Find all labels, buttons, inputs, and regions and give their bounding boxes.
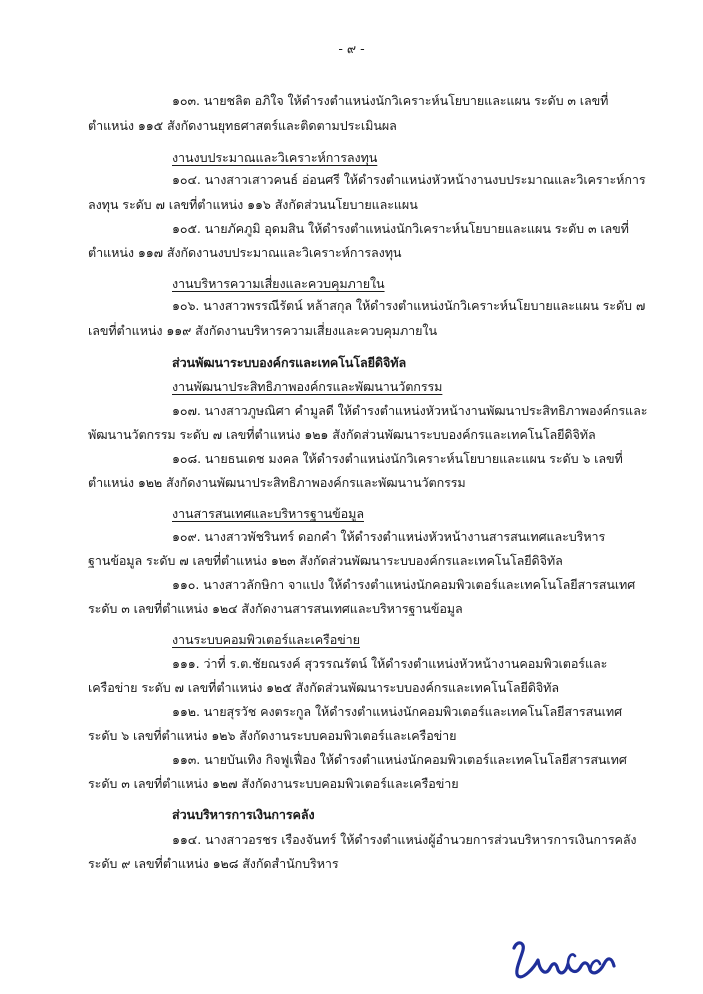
section-digital-development: ส่วนพัฒนาระบบองค์กรและเทคโนโลยีดิจิทัล [172,355,407,370]
item-105-line-1: ๑๐๕. นายภัคภูมิ อุดมสิน ให้ดำรงตำแหน่งนักวิเคราะห์นโยบายและแผน ระดับ ๓ เลขที่ [172,221,629,236]
heading-computer-network: งานระบบคอมพิวเตอร์และเครือข่าย [172,632,360,647]
item-111-line-1: ๑๑๑. ว่าที่ ร.ต.ชัยณรงค์ สุวรรณรัตน์ ให้ดำรงตำแหน่งหัวหน้างานคอมพิวเตอร์และ [172,656,608,671]
item-112-line-1: ๑๑๒. นายสุรวัช คงตระกูล ให้ดำรงตำแหน่งนักคอมพิวเตอร์และเทคโนโลยีสารสนเทศ [172,704,622,719]
item-106-line-2: เลขที่ตำแหน่ง ๑๑๙ สังกัดงานบริหารความเสี่ยงและควบคุมภายใน [88,323,437,338]
item-110-line-2: ระดับ ๓ เลขที่ตำแหน่ง ๑๒๔ สังกัดงานสารสนเทศและบริหารฐานข้อมูล [88,601,463,616]
item-106-line-1: ๑๐๖. นางสาวพรรณีรัตน์ หล้าสกุล ให้ดำรงตำแหน่งนักวิเคราะห์นโยบายและแผน ระดับ ๗ [172,298,646,313]
item-113-line-2: ระดับ ๓ เลขที่ตำแหน่ง ๑๒๗ สังกัดงานระบบคอมพิวเตอร์และเครือข่าย [88,776,459,791]
section-finance: ส่วนบริหารการเงินการคลัง [172,807,315,822]
heading-budget-investment: งานงบประมาณและวิเคราะห์การลงทุน [172,150,378,165]
item-109-line-2: ฐานข้อมูล ระดับ ๗ เลขที่ตำแหน่ง ๑๒๓ สังกัดส่วนพัฒนาระบบองค์กรและเทคโนโลยีดิจิทัล [88,553,563,568]
item-104-line-2: ลงทุน ระดับ ๗ เลขที่ตำแหน่ง ๑๑๖ สังกัดส่วนนโยบายและแผน [88,197,418,212]
item-107-line-2: พัฒนานวัตกรรม ระดับ ๗ เลขที่ตำแหน่ง ๑๒๑ สังกัดส่วนพัฒนาระบบองค์กรและเทคโนโลยีดิจิทัล [88,427,596,442]
heading-risk-control: งานบริหารความเสี่ยงและควบคุมภายใน [172,276,385,291]
item-103-line-1: ๑๐๓. นายชลิต อภิใจ ให้ดำรงตำแหน่งนักวิเคราะห์นโยบายและแผน ระดับ ๓ เลขที่ [172,93,609,108]
item-114-line-1: ๑๑๔. นางสาวอรชร เรืองจันทร์ ให้ดำรงตำแหน่งผู้อำนวยการส่วนบริหารการเงินการคลัง [172,832,637,847]
item-111-line-2: เครือข่าย ระดับ ๗ เลขที่ตำแหน่ง ๑๒๕ สังกัดส่วนพัฒนาระบบองค์กรและเทคโนโลยีดิจิทัล [88,680,559,695]
item-110-line-1: ๑๑๐. นางสาวลักษิกา จาแปง ให้ดำรงตำแหน่งนักคอมพิวเตอร์และเทคโนโลยีสารสนเทศ [172,577,636,592]
item-108-line-2: ตำแหน่ง ๑๒๒ สังกัดงานพัฒนาประสิทธิภาพองค์กรและพัฒนานวัตกรรม [88,475,466,490]
heading-efficiency-innovation: งานพัฒนาประสิทธิภาพองค์กรและพัฒนานวัตกรรม [172,379,443,394]
item-112-line-2: ระดับ ๖ เลขที่ตำแหน่ง ๑๒๖ สังกัดงานระบบคอมพิวเตอร์และเครือข่าย [88,728,457,743]
handwritten-signature-icon [508,938,620,982]
item-103-line-2: ตำแหน่ง ๑๑๕ สังกัดงานยุทธศาสตร์และติดตามประเมินผล [88,118,397,133]
item-109-line-1: ๑๐๙. นางสาวพัชรินทร์ ดอกคำ ให้ดำรงตำแหน่งหัวหน้างานสารสนเทศและบริหาร [172,529,606,544]
item-104-line-1: ๑๐๔. นางสาวเสาวคนธ์ อ่อนศรี ให้ดำรงตำแหน่งหัวหน้างานงบประมาณและวิเคราะห์การ [172,172,646,187]
heading-information-database: งานสารสนเทศและบริหารฐานข้อมูล [172,506,364,521]
item-107-line-1: ๑๐๗. นางสาวภูษณิศา คำมูลดี ให้ดำรงตำแหน่งหัวหน้างานพัฒนาประสิทธิภาพองค์กรและ [172,403,648,418]
item-108-line-1: ๑๐๘. นายธนเดช มงคล ให้ดำรงตำแหน่งนักวิเคราะห์นโยบายและแผน ระดับ ๖ เลขที่ [172,451,623,466]
item-114-line-2: ระดับ ๙ เลขที่ตำแหน่ง ๑๒๘ สังกัดสำนักบริหาร [88,856,339,871]
page-number: - ๙ - [338,41,365,56]
item-113-line-1: ๑๑๓. นายบันเทิง กิจฟูเฟื่อง ให้ดำรงตำแหน่งนักคอมพิวเตอร์และเทคโนโลยีสารสนเทศ [172,752,627,767]
item-105-line-2: ตำแหน่ง ๑๑๗ สังกัดงานงบประมาณและวิเคราะห์การลงทุน [88,245,402,260]
